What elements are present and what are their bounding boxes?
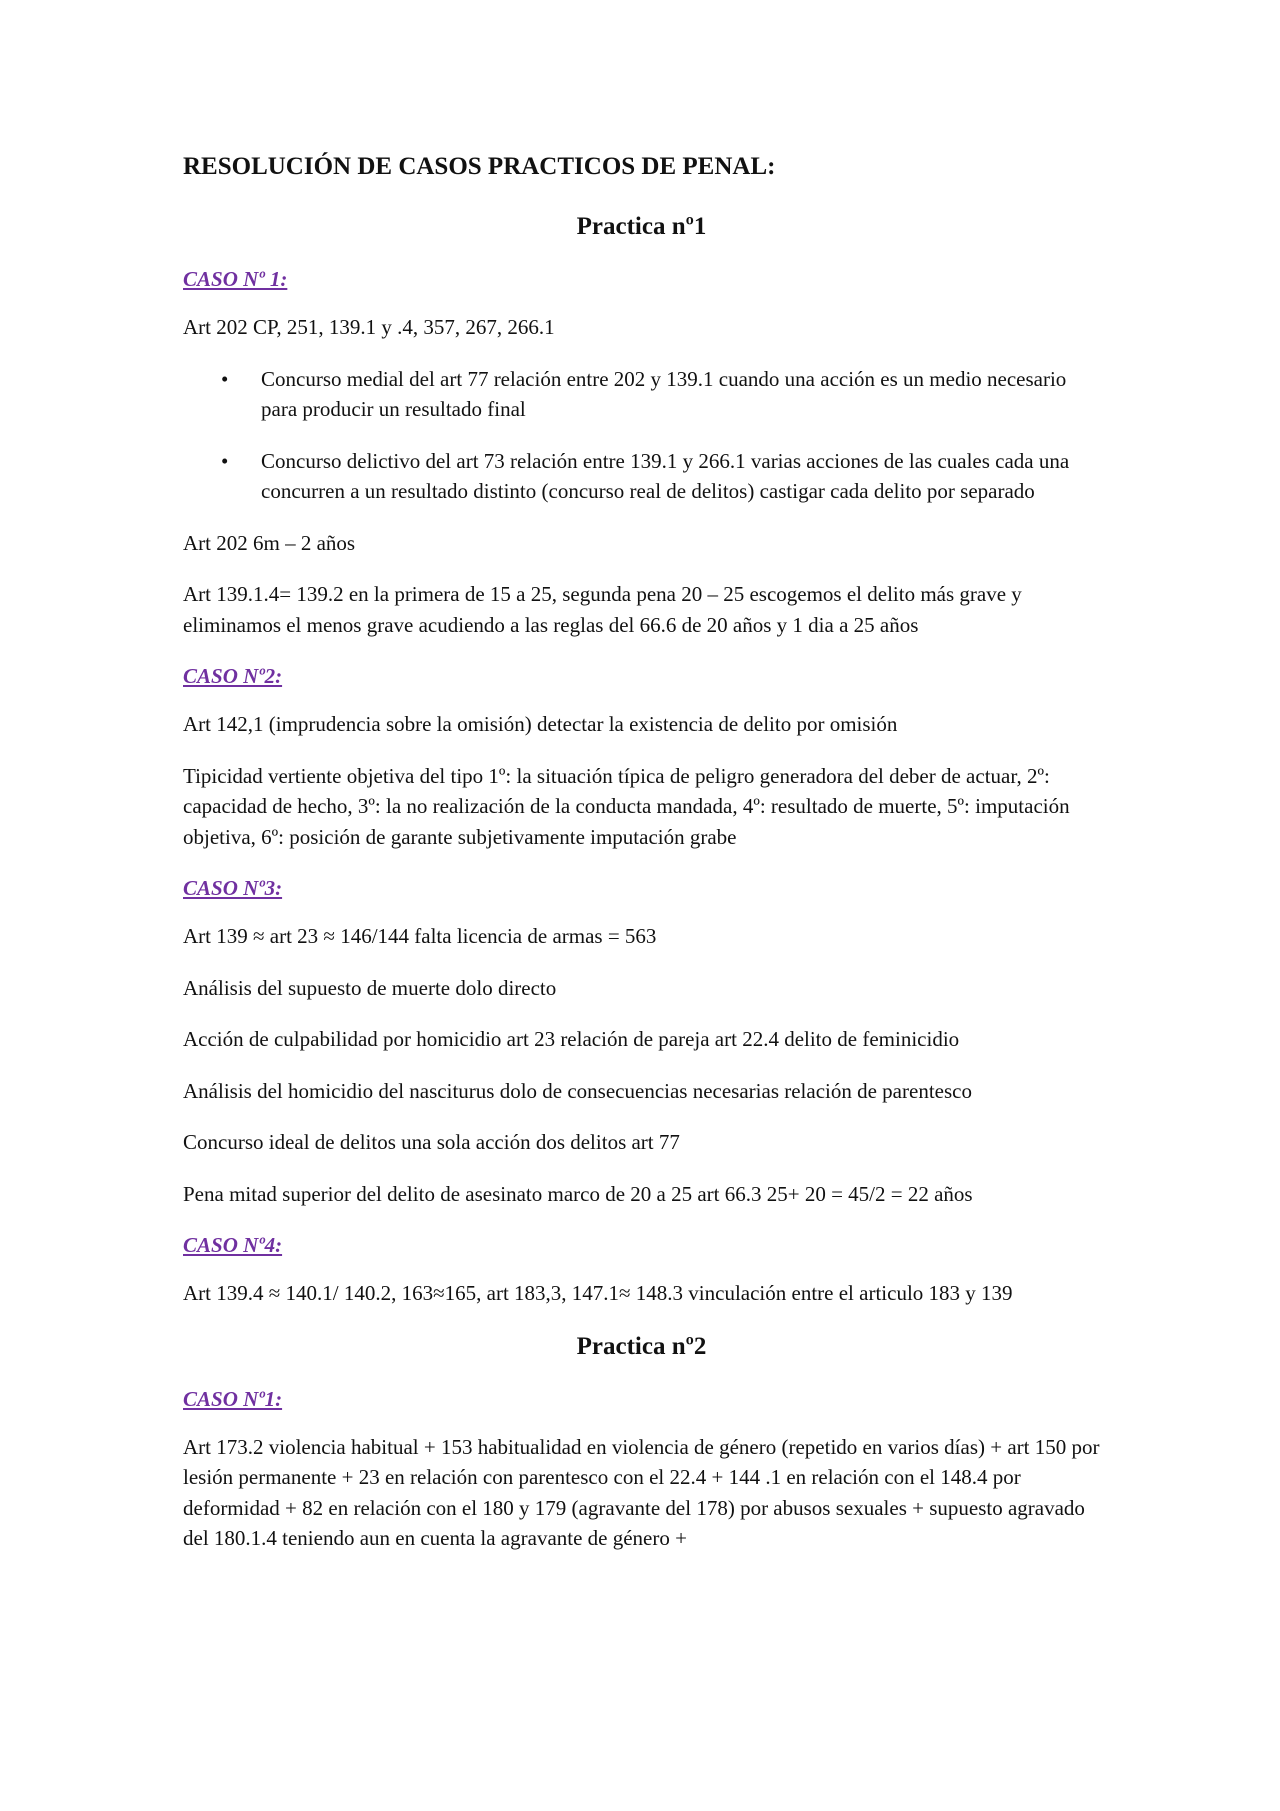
practica-2-caso-1-heading: CASO Nº1:	[183, 1386, 283, 1411]
caso-4-line-1: Art 139.4 ≈ 140.1/ 140.2, 163≈165, art 183,3, 147.1≈ 148.3 vinculación entre el articulo 183 y 139	[183, 1281, 1013, 1305]
caso-1-articles: Art 202 CP, 251, 139.1 y .4, 357, 267, 266.1	[183, 315, 555, 339]
caso-1-heading: CASO Nº 1:	[183, 267, 288, 291]
caso-3-line: Análisis del supuesto de muerte dolo directo	[183, 975, 557, 1000]
document-title: RESOLUCIÓN DE CASOS PRACTICOS DE PENAL:	[183, 153, 776, 180]
caso-3-heading: CASO Nº3:	[183, 876, 283, 900]
caso-1-line-2: Art 202 6m – 2 años	[183, 530, 356, 555]
caso-3-line: Art 139 ≈ art 23 ≈ 146/144 falta licencia de armas = 563	[183, 924, 657, 948]
caso-2-heading: CASO Nº2:	[183, 664, 283, 688]
caso-4-heading: CASO Nº4:	[183, 1233, 283, 1257]
practica-2-caso-1-line-1: Art 173.2 violencia habitual + 153 habitualidad en violencia de género (repetido en varios días) + art 150 por lesión permanente + 23 en relación con parentesco con el 22.4 + 144 .1 en relación con el 148.4 por deformidad + 82 en relación con el 180 y 179 (agravante del 178) por abusos sexuales + supuesto agravado del 180.1.4 teniendo aun en cuenta la agravante de género +	[183, 1434, 1100, 1550]
caso-3-line: Concurso ideal de delitos una sola acción dos delitos art 77	[183, 1130, 680, 1154]
bullet-text: Concurso medial del art 77 relación entre 202 y 139.1 cuando una acción es un medio necesario para producir un resultado final	[261, 366, 1067, 421]
practica-2-heading: Practica nº2	[576, 1332, 707, 1360]
bullet-item	[221, 446, 1100, 507]
caso-2-line-1: Art 142,1 (imprudencia sobre la omisión) detectar la existencia de delito por omisión	[183, 712, 898, 736]
caso-1-bullet-list	[183, 364, 1100, 507]
bullet-marker: •	[221, 366, 229, 391]
caso-3-line: Pena mitad superior del delito de asesinato marco de 20 a 25 art 66.3 25+ 20 = 45/2 = 22 años	[183, 1181, 973, 1206]
caso-1-line-3: Art 139.1.4= 139.2 en la primera de 15 a 25, segunda pena 20 – 25 escogemos el delito más grave y eliminamos el menos grave acudiendo a las reglas del 66.6 de 20 años y 1 dia a 25 años	[183, 582, 1022, 637]
caso-2-line-2: Tipicidad vertiente objetiva del tipo 1º: la situación típica de peligro generadora del deber de actuar, 2º: capacidad de hecho, 3º: la no realización de la conducta mandada, 4º: resultado de muerte, 5º: imputación objetiva, 6º: posición de garante subjetivamente imputación grabe	[183, 763, 1070, 849]
bullet-marker: •	[221, 448, 229, 473]
caso-3-line: Acción de culpabilidad por homicidio art 23 relación de pareja art 22.4 delito de feminicidio	[183, 1027, 960, 1051]
caso-3-line: Análisis del homicidio del nasciturus dolo de consecuencias necesarias relación de parentesco	[183, 1078, 972, 1103]
bullet-item	[221, 364, 1100, 425]
practica-1-heading: Practica nº1	[576, 213, 707, 240]
bullet-text: Concurso delictivo del art 73 relación entre 139.1 y 266.1 varias acciones de las cuales cada una concurren a un resultado distinto (concurso real de delitos) castigar cada delito por separado	[261, 448, 1070, 503]
